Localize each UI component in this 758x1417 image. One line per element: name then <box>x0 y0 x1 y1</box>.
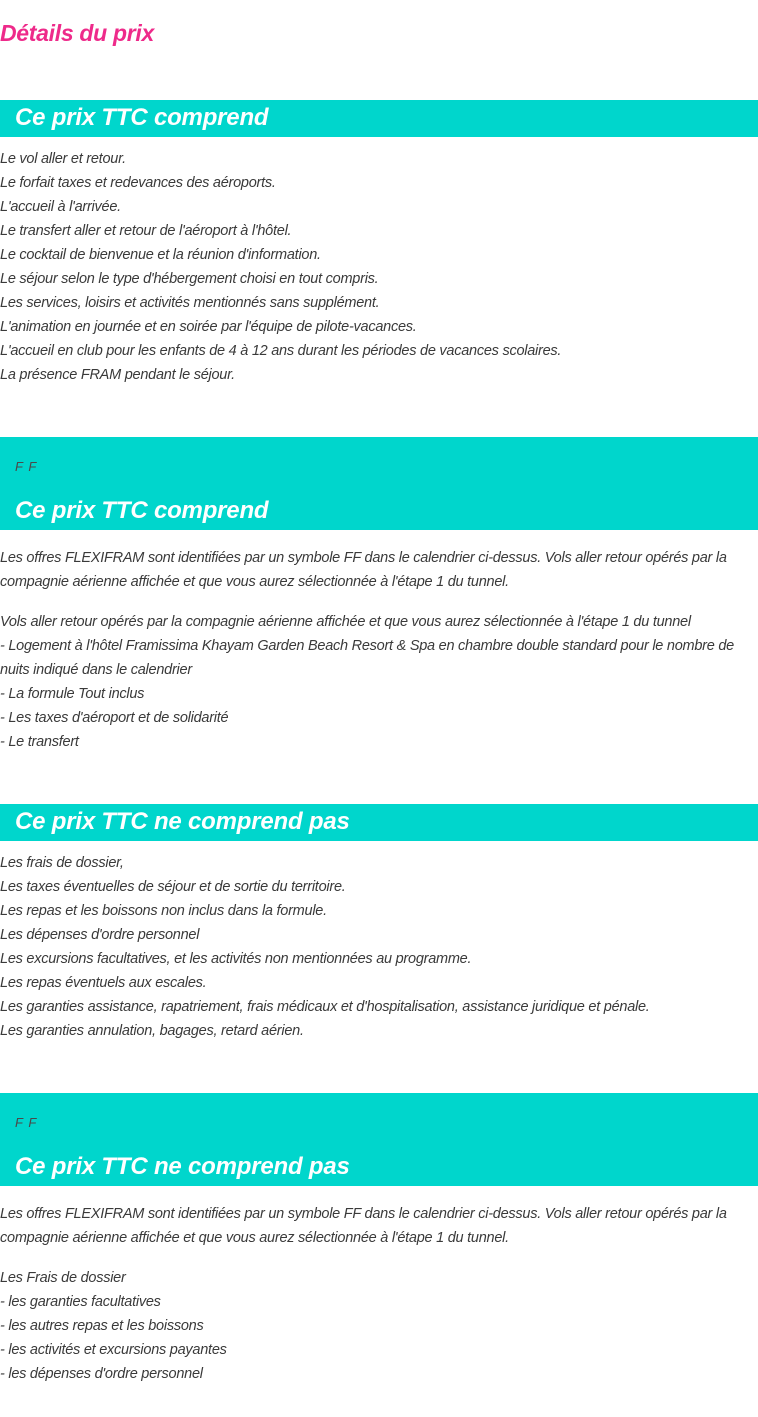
section-header-ff-excluded <box>0 1093 758 1186</box>
section-header-excluded <box>0 804 758 841</box>
list-item: - Le transfert <box>0 734 79 750</box>
ff-code: F F <box>15 459 38 474</box>
list-item: Le transfert aller et retour de l'aéroport à l'hôtel. <box>0 223 292 239</box>
list-item: Vols aller retour opérés par la compagnie aérienne affichée et que vous aurez sélectionnée à l'étape 1 du tunnel <box>0 614 691 630</box>
list-item: - Logement à l'hôtel Framissima Khayam Garden Beach Resort & Spa en chambre double standard pour le nombre de nuits indiqué dans le calendrier <box>0 638 734 678</box>
section-header-ff-included <box>0 437 758 530</box>
ff-included-list <box>0 610 756 754</box>
section-title-ff-included: Ce prix TTC comprend <box>15 497 269 524</box>
list-item: - La formule Tout inclus <box>0 686 145 702</box>
list-item: L'accueil à l'arrivée. <box>0 199 121 215</box>
list-item: Les dépenses d'ordre personnel <box>0 927 200 943</box>
excluded-list <box>0 851 756 1043</box>
section-header-included <box>0 100 758 137</box>
list-item: Les garanties assistance, rapatriement, frais médicaux et d'hospitalisation, assistance juridique et pénale. <box>0 999 650 1015</box>
list-item: L'accueil en club pour les enfants de 4 à 12 ans durant les périodes de vacances scolaires. <box>0 343 562 359</box>
ff-excluded-list <box>0 1266 756 1386</box>
list-item: Le cocktail de bienvenue et la réunion d'information. <box>0 247 321 263</box>
page-title: Détails du prix <box>0 20 154 46</box>
list-item: Le forfait taxes et redevances des aéroports. <box>0 175 276 191</box>
list-item: L'animation en journée et en soirée par l'équipe de pilote-vacances. <box>0 319 417 335</box>
list-item: Le séjour selon le type d'hébergement choisi en tout compris. <box>0 271 379 287</box>
list-item: Les garanties annulation, bagages, retard aérien. <box>0 1023 304 1039</box>
included-list <box>0 147 756 387</box>
section-title-included: Ce prix TTC comprend <box>15 104 269 131</box>
list-item: Les repas éventuels aux escales. <box>0 975 207 991</box>
list-item: - les garanties facultatives <box>0 1294 161 1310</box>
ff-excluded-intro: Les offres FLEXIFRAM sont identifiées par un symbole FF dans le calendrier ci-dessus. Vols aller retour opérés par la compagnie aérienne affichée et que vous aurez sélectionnée à l'étape 1 du tunnel. <box>0 1206 727 1246</box>
ff-included-intro: Les offres FLEXIFRAM sont identifiées par un symbole FF dans le calendrier ci-dessus. Vols aller retour opérés par la compagnie aérienne affichée et que vous aurez sélectionnée à l'étape 1 du tunnel. <box>0 550 727 590</box>
list-item: La présence FRAM pendant le séjour. <box>0 367 235 383</box>
list-item: Les frais de dossier, <box>0 855 124 871</box>
list-item: - Les taxes d'aéroport et de solidarité <box>0 710 229 726</box>
list-item: Les services, loisirs et activités mentionnés sans supplément. <box>0 295 380 311</box>
list-item: Les taxes éventuelles de séjour et de sortie du territoire. <box>0 879 346 895</box>
list-item: - les autres repas et les boissons <box>0 1318 204 1334</box>
ff-code: F F <box>15 1115 38 1130</box>
list-item: Le vol aller et retour. <box>0 151 126 167</box>
section-title-ff-excluded: Ce prix TTC ne comprend pas <box>15 1153 350 1180</box>
list-item: Les Frais de dossier <box>0 1270 126 1286</box>
list-item: - les activités et excursions payantes <box>0 1342 227 1358</box>
list-item: - les dépenses d'ordre personnel <box>0 1366 203 1382</box>
section-title-excluded: Ce prix TTC ne comprend pas <box>15 808 350 835</box>
list-item: Les excursions facultatives, et les activités non mentionnées au programme. <box>0 951 472 967</box>
list-item: Les repas et les boissons non inclus dans la formule. <box>0 903 327 919</box>
